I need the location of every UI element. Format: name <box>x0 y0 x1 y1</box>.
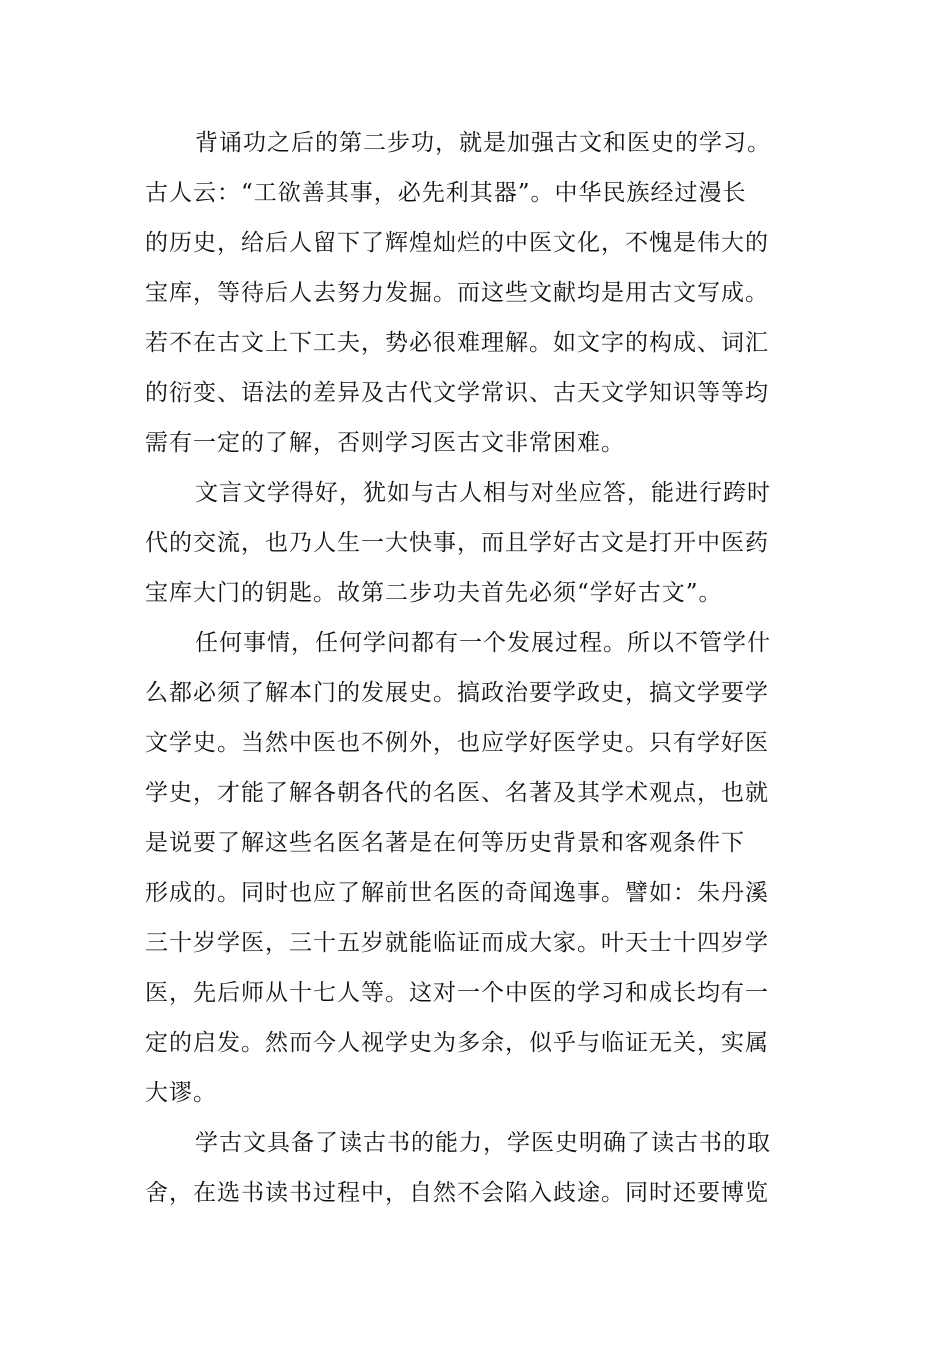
text-line: 舍，在选书读书过程中，自然不会陷入歧途。同时还要博览 <box>145 1180 769 1206</box>
text-line: 背诵功之后的第二步功，就是加强古文和医史的学习。 <box>195 130 771 156</box>
text-line: 宝库，等待后人去努力发掘。而这些文献均是用古文写成。 <box>145 280 769 306</box>
text-line: 古人云：“工欲善其事，必先利其器”。中华民族经过漫长 <box>145 180 747 206</box>
text-line: 若不在古文上下工夫，势必很难理解。如文字的构成、词汇 <box>145 330 769 356</box>
text-line: 三十岁学医，三十五岁就能临证而成大家。叶天士十四岁学 <box>145 930 769 956</box>
text-line: 宝库大门的钥匙。故第二步功夫首先必须“学好古文”。 <box>145 580 723 606</box>
text-line: 形成的。同时也应了解前世名医的奇闻逸事。譬如：朱丹溪 <box>145 880 769 906</box>
text-line: 定的启发。然而今人视学史为多余，似乎与临证无关，实属 <box>145 1030 769 1056</box>
text-line: 的衍变、语法的差异及古代文学常识、古天文学知识等等均 <box>145 380 769 406</box>
text-line: 学史，才能了解各朝各代的名医、名著及其学术观点，也就 <box>145 780 769 806</box>
text-line: 是说要了解这些名医名著是在何等历史背景和客观条件下 <box>145 830 745 856</box>
text-line: 文言文学得好，犹如与古人相与对坐应答，能进行跨时 <box>195 480 771 506</box>
text-line: 大谬。 <box>145 1080 217 1106</box>
text-line: 么都必须了解本门的发展史。搞政治要学政史，搞文学要学 <box>145 680 769 706</box>
text-line: 的历史，给后人留下了辉煌灿烂的中医文化，不愧是伟大的 <box>145 230 769 256</box>
text-line: 医，先后师从十七人等。这对一个中医的学习和成长均有一 <box>145 980 769 1006</box>
text-line: 文学史。当然中医也不例外，也应学好医学史。只有学好医 <box>145 730 769 756</box>
text-line: 任何事情，任何学问都有一个发展过程。所以不管学什 <box>195 630 771 656</box>
text-line: 学古文具备了读古书的能力，学医史明确了读古书的取 <box>195 1130 771 1156</box>
text-line: 代的交流，也乃人生一大快事，而且学好古文是打开中医药 <box>145 530 769 556</box>
text-line: 需有一定的了解，否则学习医古文非常困难。 <box>145 430 625 456</box>
